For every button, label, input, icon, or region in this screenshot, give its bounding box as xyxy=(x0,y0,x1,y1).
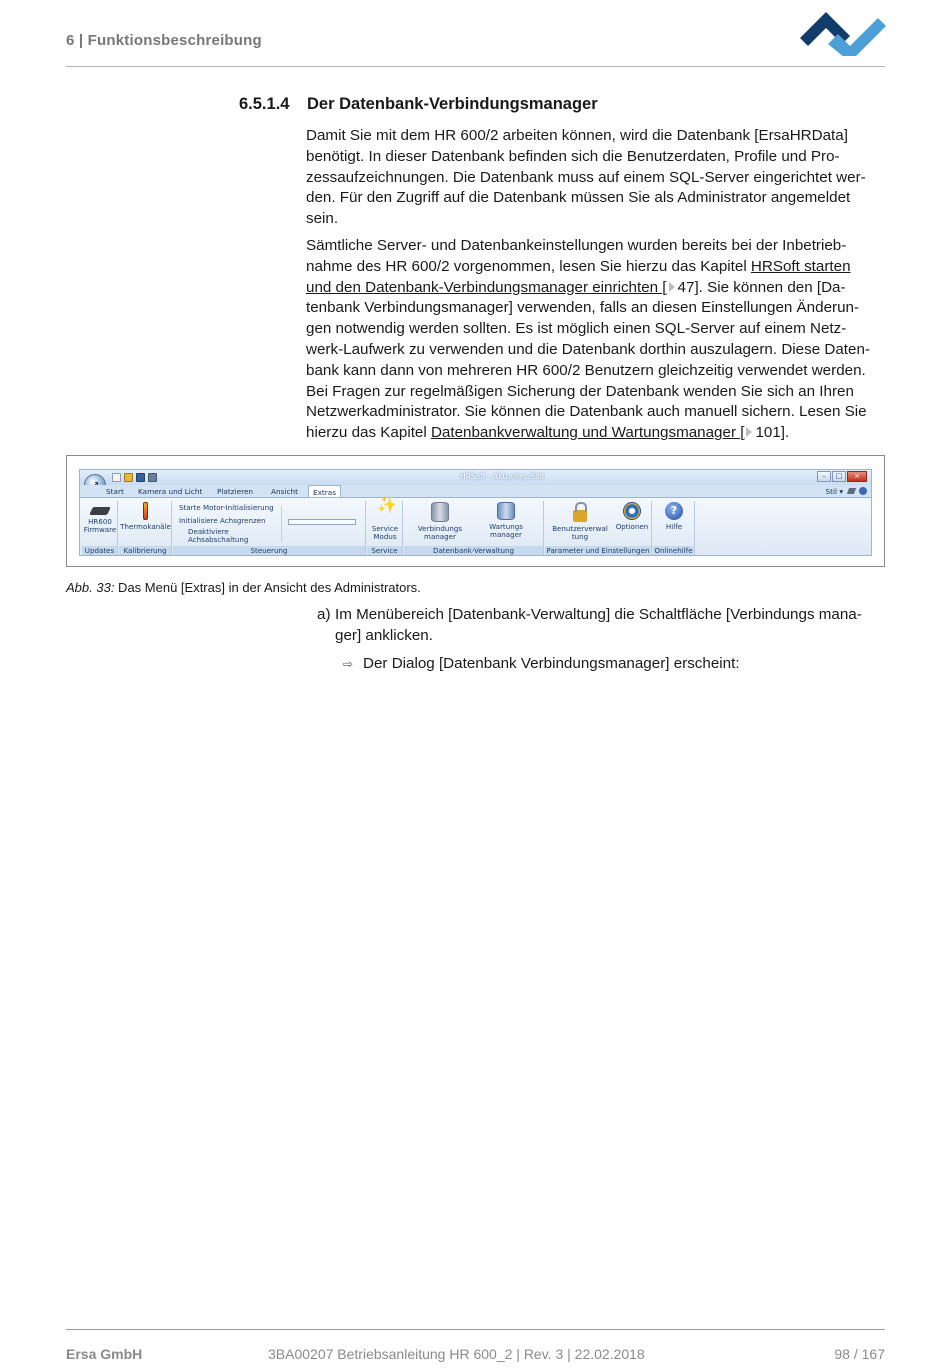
hr600-firmware-button[interactable] xyxy=(83,502,117,534)
button-label: Firmware xyxy=(83,525,117,534)
wartungsmanager-button[interactable] xyxy=(478,502,534,539)
figure-ribbon-screenshot xyxy=(66,455,885,567)
disable-axis-shutdown-command[interactable] xyxy=(188,528,248,543)
hrsoft-window xyxy=(79,469,872,556)
quick-access-toolbar xyxy=(112,473,157,483)
save-icon[interactable] xyxy=(136,473,145,482)
text-line: tenbank Verbindungsmanager] verwenden, falls an diesen Einstellungen Änderun- xyxy=(306,299,860,317)
button-label: Verbindungs xyxy=(417,524,463,533)
button-label: manager xyxy=(424,532,456,541)
group-datenbank-verwaltung xyxy=(404,501,544,556)
text-line: Netzwerkadministrator. Sie können die Datenbank auch manuell sichern. Lesen Sie xyxy=(306,403,867,421)
group-label-steuerung: Steuerung xyxy=(173,546,365,556)
maximize-icon[interactable]: □ xyxy=(832,471,846,482)
link-datenbankverwaltung[interactable]: Datenbankverwaltung und Wartungsmanager [ xyxy=(430,424,745,442)
window-titlebar xyxy=(80,470,871,485)
paragraph-intro xyxy=(306,126,886,230)
help-mini-icon[interactable] xyxy=(859,487,867,495)
database-maintenance-icon xyxy=(497,502,515,520)
group-parameter-einstellungen xyxy=(545,501,652,556)
caption-text: Das Menü [Extras] in der Ansicht des Administrators. xyxy=(114,580,421,595)
text-line xyxy=(306,278,886,299)
button-label: Optionen xyxy=(615,522,649,531)
help-icon: ? xyxy=(665,502,683,520)
start-motor-init-command[interactable]: Starte Motor-Initialisierung xyxy=(179,503,274,512)
button-label: Hilfe xyxy=(665,522,683,531)
footer-page-number: 98 / 167 xyxy=(834,1346,885,1362)
text-segment: 101]. xyxy=(755,424,790,442)
text-segment: nahme des HR 600/2 vorgenommen, lesen Sie hierzu das Kapitel xyxy=(306,257,751,275)
hilfe-button[interactable] xyxy=(655,502,693,531)
button-label: manager xyxy=(490,530,522,539)
paragraph-settings xyxy=(306,236,886,444)
tab-ansicht[interactable]: Ansicht xyxy=(271,487,298,496)
step-text xyxy=(335,605,862,647)
text-line: ger] anklicken. xyxy=(335,626,433,644)
group-label-kalibrierung: Kalibrierung xyxy=(119,546,171,556)
print-icon[interactable] xyxy=(148,473,157,482)
text-line: bank kann dann von mehreren HR 600/2 Benutzern gleichzeitig verwendet werden. xyxy=(306,361,866,379)
step-result xyxy=(343,654,740,675)
text-line: Bei Fragen zur regelmäßigen Sicherung der Datenbank wenden Sie sich an Ihren xyxy=(306,382,854,400)
link-hrsoft-starten[interactable]: HRSoft starten xyxy=(750,257,851,275)
firmware-device-icon xyxy=(89,507,111,515)
style-label: Stil xyxy=(825,487,838,496)
button-label: Wartungs xyxy=(489,522,523,531)
text-segment: 47]. Sie können den [Da- xyxy=(677,278,846,296)
header-divider xyxy=(66,66,885,67)
text-line: zessaufzeichnungen. Die Datenbank muss auf einem SQL-Server eingerichtet wer- xyxy=(306,168,866,186)
database-icon xyxy=(431,502,449,522)
group-label-updates: Updates xyxy=(82,546,117,556)
window-controls xyxy=(817,471,867,482)
text-segment: hierzu das Kapitel xyxy=(306,424,431,442)
benutzerverwaltung-button[interactable] xyxy=(548,502,612,541)
button-label: Benutzerverwal xyxy=(552,524,608,533)
tab-platzieren[interactable]: Platzieren xyxy=(217,487,254,496)
page-ref-arrow-icon xyxy=(746,427,752,437)
minimize-icon[interactable]: – xyxy=(817,471,831,482)
text-line: gen notwendig werden sollten. Es ist möglich einen SQL-Server auf einem Netz- xyxy=(306,320,847,338)
new-file-icon[interactable] xyxy=(112,473,121,482)
button-label: Thermokanäle xyxy=(120,522,171,531)
text-line: benötigt. In dieser Datenbank befinden sich die Benutzerdaten, Profile und Pro- xyxy=(306,147,840,165)
thermokanaele-button[interactable] xyxy=(120,502,171,531)
optionen-button[interactable] xyxy=(613,502,651,531)
group-kalibrierung xyxy=(119,501,172,556)
lock-icon xyxy=(573,510,587,522)
text-line: Sämtliche Server- und Datenbankeinstellungen wurden bereits bei der Inbetrieb- xyxy=(306,237,847,254)
button-label: Modus xyxy=(373,532,397,541)
link-hrsoft-starten-cont[interactable]: und den Datenbank-Verbindungsmanager einrichten [ xyxy=(306,278,667,296)
footer-company: Ersa GmbH xyxy=(66,1346,143,1362)
section-title: Der Datenbank-Verbindungsmanager xyxy=(307,95,598,113)
step-marker: a) xyxy=(317,606,331,623)
pin-icon[interactable] xyxy=(847,488,856,494)
thermometer-icon xyxy=(143,502,148,520)
ribbon-tabs xyxy=(80,485,871,497)
text-line xyxy=(306,423,886,444)
group-onlinehilfe xyxy=(653,501,695,556)
status-progress-bar xyxy=(288,519,356,525)
window-title: HRSoft - Aktuelles Bild xyxy=(460,472,545,481)
gear-icon xyxy=(623,502,641,520)
tab-extras[interactable]: Extras xyxy=(308,485,341,498)
service-mode-button[interactable] xyxy=(368,502,402,541)
group-separator xyxy=(281,506,282,542)
tab-kamera-und-licht[interactable]: Kamera und Licht xyxy=(138,487,203,496)
result-text: Der Dialog [Datenbank Verbindungsmanager] erscheint: xyxy=(363,655,740,672)
group-service xyxy=(367,501,403,556)
group-label-onlinehilfe: Onlinehilfe xyxy=(654,546,693,555)
open-folder-icon[interactable] xyxy=(124,473,133,482)
text-line: werk-Laufwerk zu verwenden und die Datenbank dorthin auszulagern. Diese Daten- xyxy=(306,340,870,358)
service-wand-icon xyxy=(375,502,395,522)
tab-start[interactable]: Start xyxy=(106,487,124,496)
ribbon-panel xyxy=(80,497,871,556)
ersa-logo-icon xyxy=(798,4,888,56)
group-updates xyxy=(82,501,118,556)
figure-caption xyxy=(66,580,421,595)
header-chapter-title: 6 | Funktionsbeschreibung xyxy=(66,32,262,49)
command-label: Deaktiviere xyxy=(188,527,229,536)
button-label: HR600 xyxy=(88,517,112,526)
text-line: Im Menübereich [Datenbank-Verwaltung] die Schaltfläche [Verbindungs mana- xyxy=(335,606,862,623)
close-icon[interactable]: × xyxy=(847,471,867,482)
footer-divider xyxy=(66,1329,885,1330)
text-line: den. Für den Zugriff auf die Datenbank müssen Sie als Administrator angemeldet xyxy=(306,189,851,207)
style-menu[interactable]: Stil ▾ xyxy=(825,487,843,496)
button-label: Service xyxy=(371,524,399,533)
footer-document: 3BA00207 Betriebsanleitung HR 600_2 | Rev. 3 | 22.02.2018 xyxy=(268,1346,645,1362)
text-line xyxy=(306,257,886,278)
result-arrow-icon: ⇨ xyxy=(343,657,354,671)
init-axis-limits-command[interactable]: Initialisiere Achsgrenzen xyxy=(179,516,266,525)
button-label: tung xyxy=(571,532,589,541)
verbindungsmanager-button[interactable] xyxy=(412,502,468,541)
caption-label: Abb. 33: xyxy=(66,580,115,595)
group-label-parameter: Parameter und Einstellungen xyxy=(546,546,650,555)
text-line: Damit Sie mit dem HR 600/2 arbeiten können, wird die Datenbank [ErsaHRData] xyxy=(306,127,848,144)
group-label-service: Service xyxy=(367,546,402,556)
group-steuerung xyxy=(173,501,366,556)
group-label-datenbank-verwaltung: Datenbank-Verwaltung xyxy=(404,546,543,556)
page-ref-arrow-icon xyxy=(669,282,675,292)
section-number: 6.5.1.4 xyxy=(239,95,290,113)
text-line: sein. xyxy=(306,210,339,228)
command-label: Achsabschaltung xyxy=(188,534,249,544)
